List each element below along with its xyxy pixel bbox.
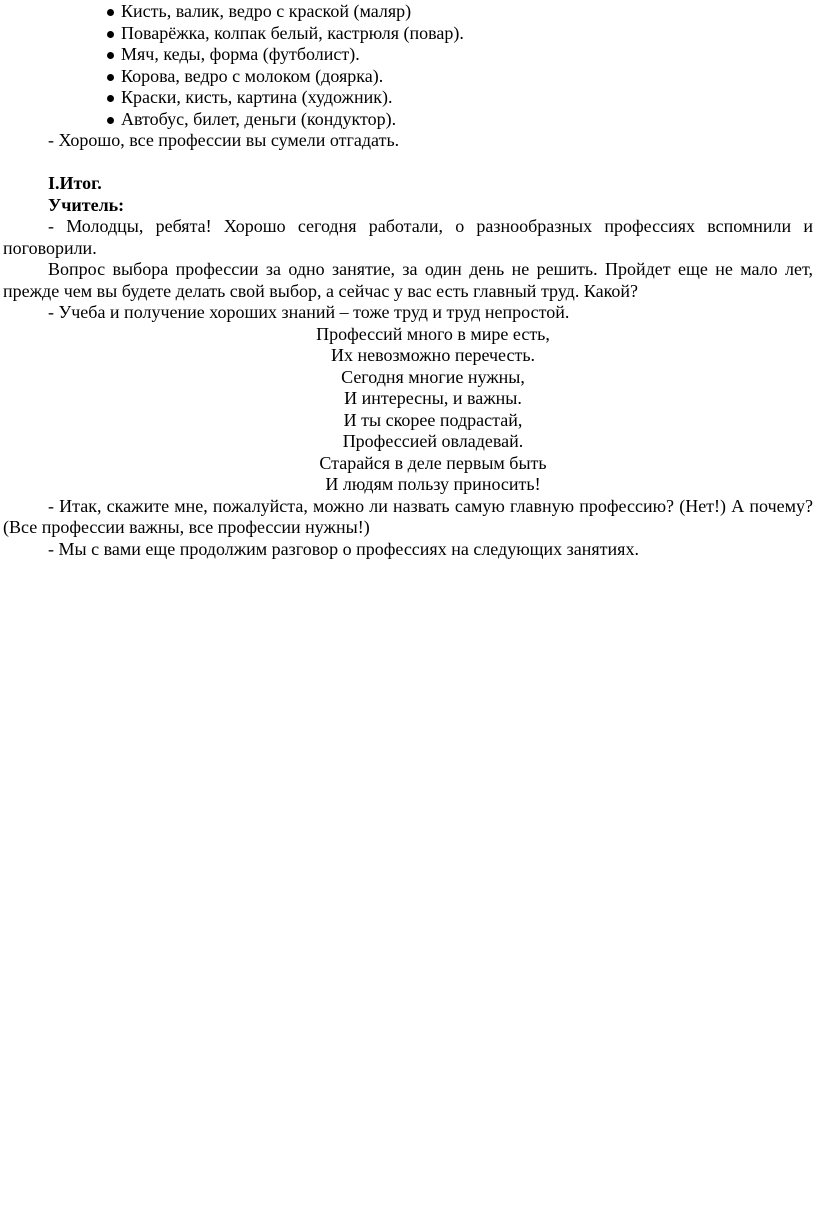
poem <box>3 324 813 496</box>
bullet-dot-icon <box>107 95 114 102</box>
bullet-dot-icon <box>107 52 114 59</box>
list-item: Поварёжка, колпак белый, кастрюля (повар). <box>107 23 813 45</box>
bullet-dot-icon <box>107 9 114 16</box>
list-item: Кисть, валик, ведро с краской (маляр) <box>107 1 813 23</box>
paragraph-study: - Учеба и получение хороших знаний – тоже труд и труд непростой. <box>48 302 570 322</box>
paragraph-closing: - Мы с вами еще продолжим разговор о профессиях на следующих занятиях. <box>48 538 639 559</box>
section-heading: I.Итог. <box>48 173 102 193</box>
bullet-list <box>3 1 813 130</box>
bullet-dot-icon <box>107 117 114 124</box>
list-item: Корова, ведро с молоком (доярка). <box>107 66 813 88</box>
list-item: Краски, кисть, картина (художник). <box>107 87 813 109</box>
blank-line <box>3 152 813 174</box>
list-item: Автобус, билет, деньги (кондуктор). <box>107 109 813 131</box>
poem-line: Старайся в деле первым быть <box>319 452 547 473</box>
poem-line: И людям пользу приносить! <box>325 474 541 494</box>
list-item: Мяч, кеды, форма (футболист). <box>107 44 813 66</box>
paragraph-choice: Вопрос выбора профессии за одно занятие, за один день не решить. Пройдет еще не мало лет, прежде чем вы будете делать свой выбор, а сейчас у вас есть главный труд. Какой? <box>3 259 813 301</box>
speaker-label: Учитель: <box>48 194 125 215</box>
poem-line: Профессий много в мире есть, <box>316 323 550 344</box>
paragraph-praise: - Молодцы, ребята! Хорошо сегодня работали, о разнообразных профессиях вспомнили и поговорили. <box>3 216 813 258</box>
poem-line: Их невозможно перечесть. <box>330 345 536 365</box>
poem-line: Профессией овладевай. <box>342 431 524 451</box>
poem-line: Сегодня многие нужны, <box>341 366 525 387</box>
poem-line: И ты скорее подрастай, <box>343 409 523 430</box>
poem-line: И интересны, и важны. <box>344 388 522 408</box>
bullet-dot-icon <box>107 74 114 81</box>
document-content <box>3 1 813 560</box>
after-bullets-paragraph: - Хорошо, все профессии вы сумели отгадать. <box>48 130 400 150</box>
bullet-dot-icon <box>107 31 114 38</box>
paragraph-question: - Итак, скажите мне, пожалуйста, можно ли назвать самую главную профессию? (Нет!) А почему? (Все профессии важны, все профессии нужны!) <box>3 495 813 537</box>
